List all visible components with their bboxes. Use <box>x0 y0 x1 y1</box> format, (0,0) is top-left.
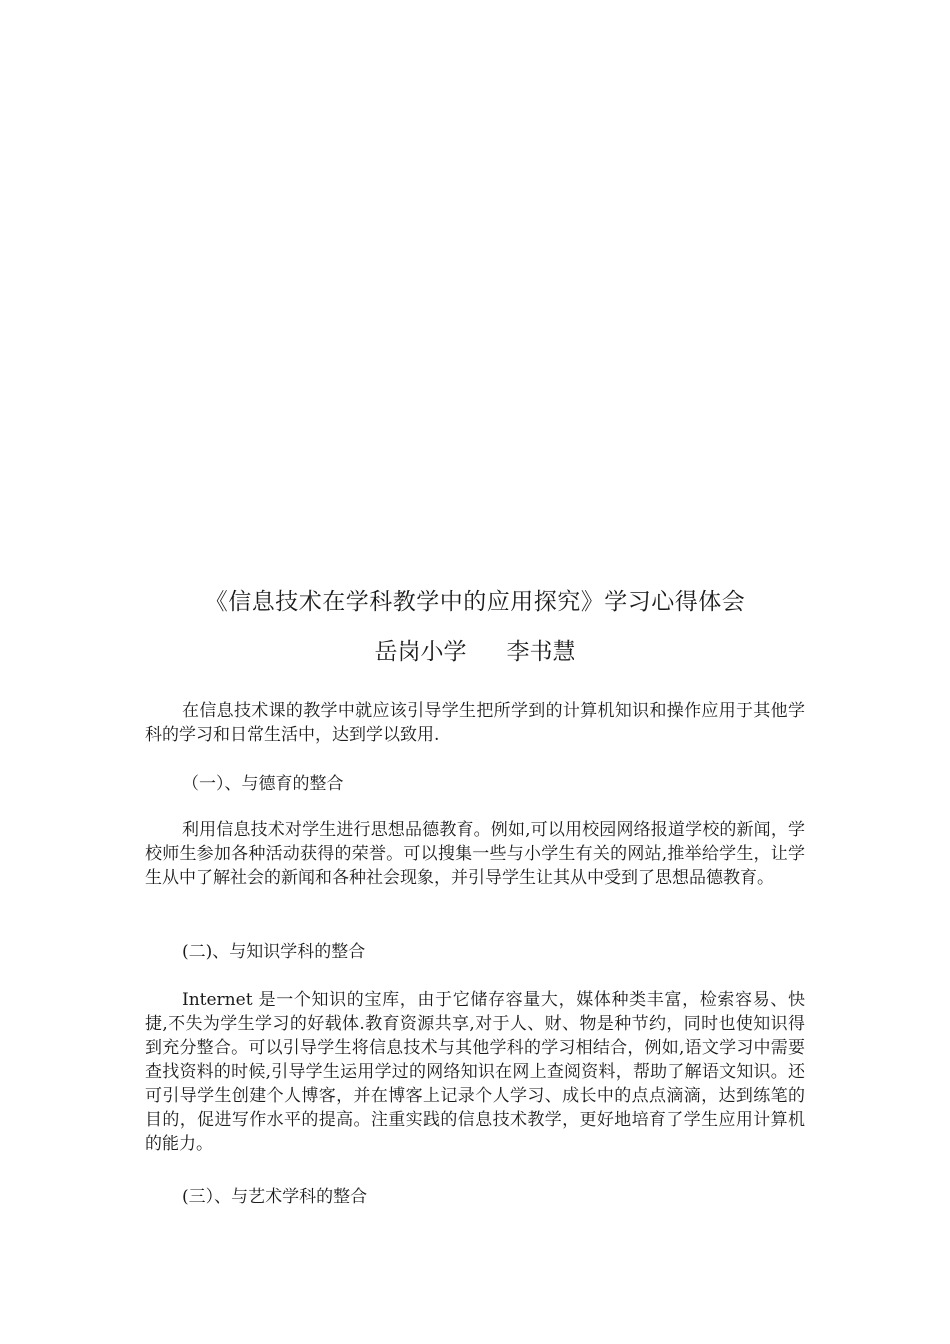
moral-paragraph: 利用信息技术对学生进行思想品德教育。例如,可以用校园网络报道学校的新闻，学校师生参加各种活动获得的荣誉。可以搜集一些与小学生有关的网站,推举给学生，让学生从中了解社会的新闻和各种社会现象，并引导学生让其从中受到了思想品德教育。 <box>145 820 805 888</box>
document-title: 《信息技术在学科教学中的应用探究》学习心得体会 <box>204 589 746 615</box>
knowledge-paragraph: Internet 是一个知识的宝库，由于它储存容量大，媒体种类丰富，检索容易、快捷,不失为学生学习的好载体.教育资源共享,对于人、财、物是种节约，同时也使知识得到充分整合。可以引导学生将信息技术与其他学科的学习相结合，例如,语文学习中需要查找资料的时候,引导学生运用学过的网络知识在网上查阅资料，帮助了解语文知识。还可引导学生创建个人博客，并在博客上记录个人学习、成长中的点点滴滴，达到练笔的目的，促进写作水平的提高。注重实践的信息技术教学，更好地培育了学生应用计算机的能力。 <box>145 990 805 1154</box>
byline <box>0 637 950 667</box>
section-heading-art: (三）、与艺术学科的整合 <box>182 1187 368 1207</box>
school-name: 岳岗小学 <box>374 639 467 665</box>
section-heading-moral: （一）、与德育的整合 <box>182 774 344 794</box>
intro-paragraph: 在信息技术课的教学中就应该引导学生把所学到的计算机知识和操作应用于其他学科的学习和日常生活中，达到学以致用. <box>145 701 805 745</box>
author-name: 李书慧 <box>506 639 576 665</box>
section-heading-knowledge: (二)、与知识学科的整合 <box>182 942 366 962</box>
